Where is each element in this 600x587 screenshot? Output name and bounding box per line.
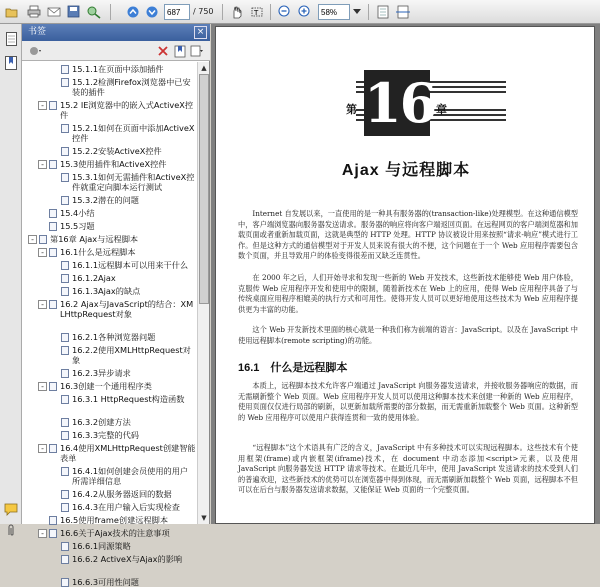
page-total-label: / 750 xyxy=(193,7,214,16)
bookmark-icon xyxy=(61,261,69,270)
bookmark-icon xyxy=(49,529,57,538)
chapter-heading xyxy=(346,67,466,139)
bookmark-item[interactable]: 16.4.1如何创建会员使用的用户所需详细信息 xyxy=(72,466,189,486)
bookmark-icon xyxy=(61,490,69,499)
options-icon[interactable] xyxy=(28,44,42,58)
bookmark-item[interactable]: 16.1.1远程脚本可以用来干什么 xyxy=(72,260,189,270)
bookmark-toggle[interactable]: - xyxy=(38,248,47,257)
chapter-title: Ajax 与远程脚本 xyxy=(341,162,471,179)
scroll-thumb[interactable] xyxy=(199,74,209,304)
bookmark-item[interactable]: 15.1.2检测Firefox浏览器中已安装的插件 xyxy=(72,77,191,97)
attachments-panel-icon[interactable] xyxy=(3,521,19,539)
fit-width-icon[interactable] xyxy=(394,3,412,20)
bookmarks-panel xyxy=(22,24,210,587)
bookmark-icon xyxy=(49,160,57,169)
bookmarks-scrollbar[interactable] xyxy=(197,62,209,524)
bookmark-icon xyxy=(61,578,69,587)
hand-tool-icon[interactable] xyxy=(228,3,246,20)
up-arrow-icon[interactable] xyxy=(124,3,142,20)
bookmark-item[interactable]: 15.2 IE浏览器中的嵌入式ActiveX控件 xyxy=(60,100,194,120)
bookmarks-header xyxy=(22,24,210,41)
bookmark-toggle[interactable]: - xyxy=(38,382,47,391)
bookmark-icon xyxy=(49,516,57,525)
bookmark-item[interactable]: 16.4.2从服务器返回的数据 xyxy=(72,489,172,499)
select-tool-icon[interactable] xyxy=(249,3,267,20)
chapter-suffix: 章 xyxy=(436,103,447,116)
close-icon[interactable]: × xyxy=(194,26,207,39)
bookmark-icon xyxy=(61,274,69,283)
bookmark-icon xyxy=(61,65,69,74)
bookmark-icon xyxy=(61,287,69,296)
print-icon[interactable] xyxy=(25,3,43,20)
bookmark-icon xyxy=(61,78,69,87)
search-icon[interactable] xyxy=(85,3,103,20)
bookmark-item[interactable]: 16.3.3完整的代码 xyxy=(72,430,139,440)
down-arrow-icon[interactable] xyxy=(143,3,161,20)
bookmark-icon xyxy=(61,124,69,133)
toolbar-separator xyxy=(110,4,111,20)
bookmark-icon xyxy=(61,418,69,427)
expand-bookmark-icon[interactable] xyxy=(190,44,204,58)
bookmark-item[interactable]: 16.6关于Ajax技术的注意事项 xyxy=(60,528,170,538)
bookmark-item[interactable]: 16.2.3异步请求 xyxy=(72,368,131,378)
fit-page-icon[interactable] xyxy=(374,3,392,20)
bookmarks-title: 书签 xyxy=(28,27,47,37)
bookmark-icon xyxy=(61,196,69,205)
bookmark-icon xyxy=(49,300,57,309)
zoom-dropdown-icon[interactable] xyxy=(351,3,362,20)
bookmark-item[interactable]: 16.4.3在用户输入后实现检查 xyxy=(72,502,180,512)
bookmark-item[interactable]: 15.3.1如何无需插件和ActiveX控件就重定向脚本运行测试 xyxy=(72,172,195,192)
bookmark-icon xyxy=(61,503,69,512)
bookmark-item[interactable]: 16.2.1各种浏览器问题 xyxy=(72,332,156,342)
chapter-number: 16 xyxy=(364,71,436,135)
scroll-down-icon[interactable]: ▼ xyxy=(201,514,207,522)
bookmark-item[interactable]: 16.5使用frame创建远程脚本 xyxy=(60,515,169,525)
bookmark-toggle[interactable]: - xyxy=(38,160,47,169)
bookmark-item[interactable]: 16.4使用XMLHttpRequest创建智能表单 xyxy=(60,443,196,463)
bookmark-item[interactable]: 16.1.3Ajax的缺点 xyxy=(72,286,141,296)
bookmark-icon xyxy=(49,248,57,257)
bookmark-item[interactable]: 15.5习题 xyxy=(60,221,95,231)
bookmark-icon xyxy=(61,431,69,440)
bookmark-item[interactable]: 15.3使用插件和ActiveX控件 xyxy=(60,159,167,169)
delete-bookmark-icon[interactable] xyxy=(156,44,170,58)
bookmark-tree xyxy=(22,62,198,587)
bookmark-icon xyxy=(61,555,69,564)
open-icon[interactable] xyxy=(3,3,21,20)
scroll-up-icon[interactable]: ▲ xyxy=(201,64,207,72)
bookmark-item[interactable]: 15.3.2潜在的问题 xyxy=(72,195,139,205)
bookmark-item[interactable]: 16.2 Ajax与JavaScript的结合：XMLHttpRequest对象 xyxy=(60,299,194,319)
page-number-input[interactable] xyxy=(164,4,190,20)
bookmark-item[interactable]: 16.3.2创建方法 xyxy=(72,417,131,427)
bookmark-item[interactable]: 第16章 Ajax与远程脚本 xyxy=(50,234,139,244)
zoom-out-icon[interactable] xyxy=(276,3,294,20)
toolbar-separator xyxy=(368,4,369,20)
email-icon[interactable] xyxy=(45,3,63,20)
main-toolbar xyxy=(0,0,600,24)
bookmark-item[interactable]: 15.4小结 xyxy=(60,208,95,218)
bookmark-icon xyxy=(61,395,69,404)
chapter-prefix: 第 xyxy=(346,103,357,116)
bookmarks-toolbar xyxy=(22,41,210,61)
bookmark-icon xyxy=(49,382,57,391)
svg-text:T: T xyxy=(254,8,259,17)
save-icon[interactable] xyxy=(65,3,83,20)
navigation-pane-strip xyxy=(0,24,22,524)
section-heading: 16.1 什么是远程脚本 xyxy=(238,362,348,374)
toolbar-separator xyxy=(222,4,223,20)
comments-panel-icon[interactable] xyxy=(3,500,19,518)
bookmark-toggle[interactable]: - xyxy=(38,444,47,453)
bookmark-icon xyxy=(49,101,57,110)
bookmark-item[interactable]: 16.3.1 HttpRequest构造函数 xyxy=(72,394,185,404)
bookmark-icon xyxy=(61,147,69,156)
bookmark-item[interactable]: 15.2.1如何在页面中添加ActiveX控件 xyxy=(72,123,195,143)
bookmark-item[interactable]: 16.6.1同源策略 xyxy=(72,541,131,551)
pdf-page xyxy=(215,26,595,524)
body-paragraph-1: 本质上，远程脚本技术允许客户端通过 JavaScript 向服务器发送请求，并接收服务器响应的数据，而无需刷新整个 Web 页面。Web 应用程序开发人员可以使用这种脚本技术来创建一种新的 Web 应用程序，使用页面仅仅进行局部的刷新，以更新加载所需要的部分数据，而无需重新加载整个 Web 页面。这种新型的 Web 应用程序可以使用户获得连贯和一致的使用体验。 xyxy=(238,381,578,422)
bookmark-icon xyxy=(61,346,69,355)
bookmark-icon xyxy=(61,173,69,182)
bookmark-item[interactable]: 16.1.2Ajax xyxy=(72,273,116,283)
bookmark-item[interactable]: 15.2.2安装ActiveX控件 xyxy=(72,146,162,156)
bookmark-item[interactable]: 16.6.3可用性问题 xyxy=(72,577,139,587)
bookmark-icon xyxy=(49,209,57,218)
bookmark-item[interactable]: 16.2.2使用XMLHttpRequest对象 xyxy=(72,345,191,365)
body-paragraph-2: “远程脚本”这个术语具有广泛的含义，JavaScript 中有多种技术可以实现远程脚本。这些技术有个使用框架(frame)或内嵌框架(iframe)技术，在 document 中动态添加<script>元素，以及使用 JavaScript 向服务器发送 HTTP 请求等技术。在最近几年中，使用 JavaScript 发送请求的技术受到人们的普遍欢迎，这些新技术的优势可以在浏览器中得到体现，而无需刷新加载整个 Web 页面，远程脚本不但可以在后台与服务器发送请求数据，又能保证 Web 页面的一个完整页面。 xyxy=(238,443,578,494)
bookmark-icon xyxy=(61,369,69,378)
bookmark-icon xyxy=(61,333,69,342)
new-bookmark-icon[interactable] xyxy=(173,44,187,58)
zoom-in-icon[interactable] xyxy=(296,3,314,20)
bookmark-toggle[interactable]: - xyxy=(38,101,47,110)
bookmark-icon xyxy=(61,542,69,551)
bookmark-icon xyxy=(49,222,57,231)
bookmark-item[interactable]: 16.6.2 ActiveX与Ajax的影响 xyxy=(72,554,183,564)
bookmark-item[interactable]: 16.3创建一个通用程序类 xyxy=(60,381,152,391)
bookmark-toggle[interactable]: - xyxy=(38,300,47,309)
intro-paragraph-2: 在 2000 年之后，人们开始寻求和发现一些新的 Web 开发技术，这些新技术能够使 Web 用户体验，克服传 Web 应用程序开发和使用中的限制，随着新技术在 Web 上的应用，使得 Web 应用程序具备了与传统桌面应用程序相媲美的执行方式和可用性。使得开发人员可以更好地使用这些技术为 Web 应用程序提供更为丰富的功能。 xyxy=(238,273,578,314)
intro-paragraph-3: 这个 Web 开发新技术里面的核心就是一种我们称为前端的语言：JavaScript。以及在 JavaScript 中使用远程脚本(remote scripting)的功能。 xyxy=(238,325,578,345)
zoom-input[interactable] xyxy=(318,4,350,20)
bookmark-icon xyxy=(39,235,47,244)
bookmark-item[interactable]: 15.1.1在页面中添加插件 xyxy=(72,64,164,74)
bookmarks-panel-icon[interactable] xyxy=(3,54,19,72)
bookmark-icon xyxy=(61,467,69,476)
toolbar-separator xyxy=(270,4,271,20)
bookmark-icon xyxy=(49,444,57,453)
bookmark-item[interactable]: 16.1什么是远程脚本 xyxy=(60,247,136,257)
bookmark-toggle[interactable]: - xyxy=(38,529,47,538)
document-viewport[interactable] xyxy=(211,24,600,524)
bookmark-toggle[interactable]: - xyxy=(28,235,37,244)
intro-paragraph-1: Internet 自发展以来，一直使用的是一种具有服务器的(transaction-like)处理模型。在这种通信模型中，客户端浏览器向服务器发送请求。服务器的响应将向客户端返回页面。在远程网页的客户端浏览器和加载页面或者重新加载页面，这就是典型的 HTTP 处理。HTTP 协议被设计用来按照“请求-响应”模式进行工作。但是这种方式的通信模型对于开发人员来说有很大的不便，这个问题在于一个 Web 应用程序需要包含数个页面，并且导致用户的体验变得很差而又缺乏连贯性。 xyxy=(238,209,578,260)
pages-panel-icon[interactable] xyxy=(3,30,19,48)
